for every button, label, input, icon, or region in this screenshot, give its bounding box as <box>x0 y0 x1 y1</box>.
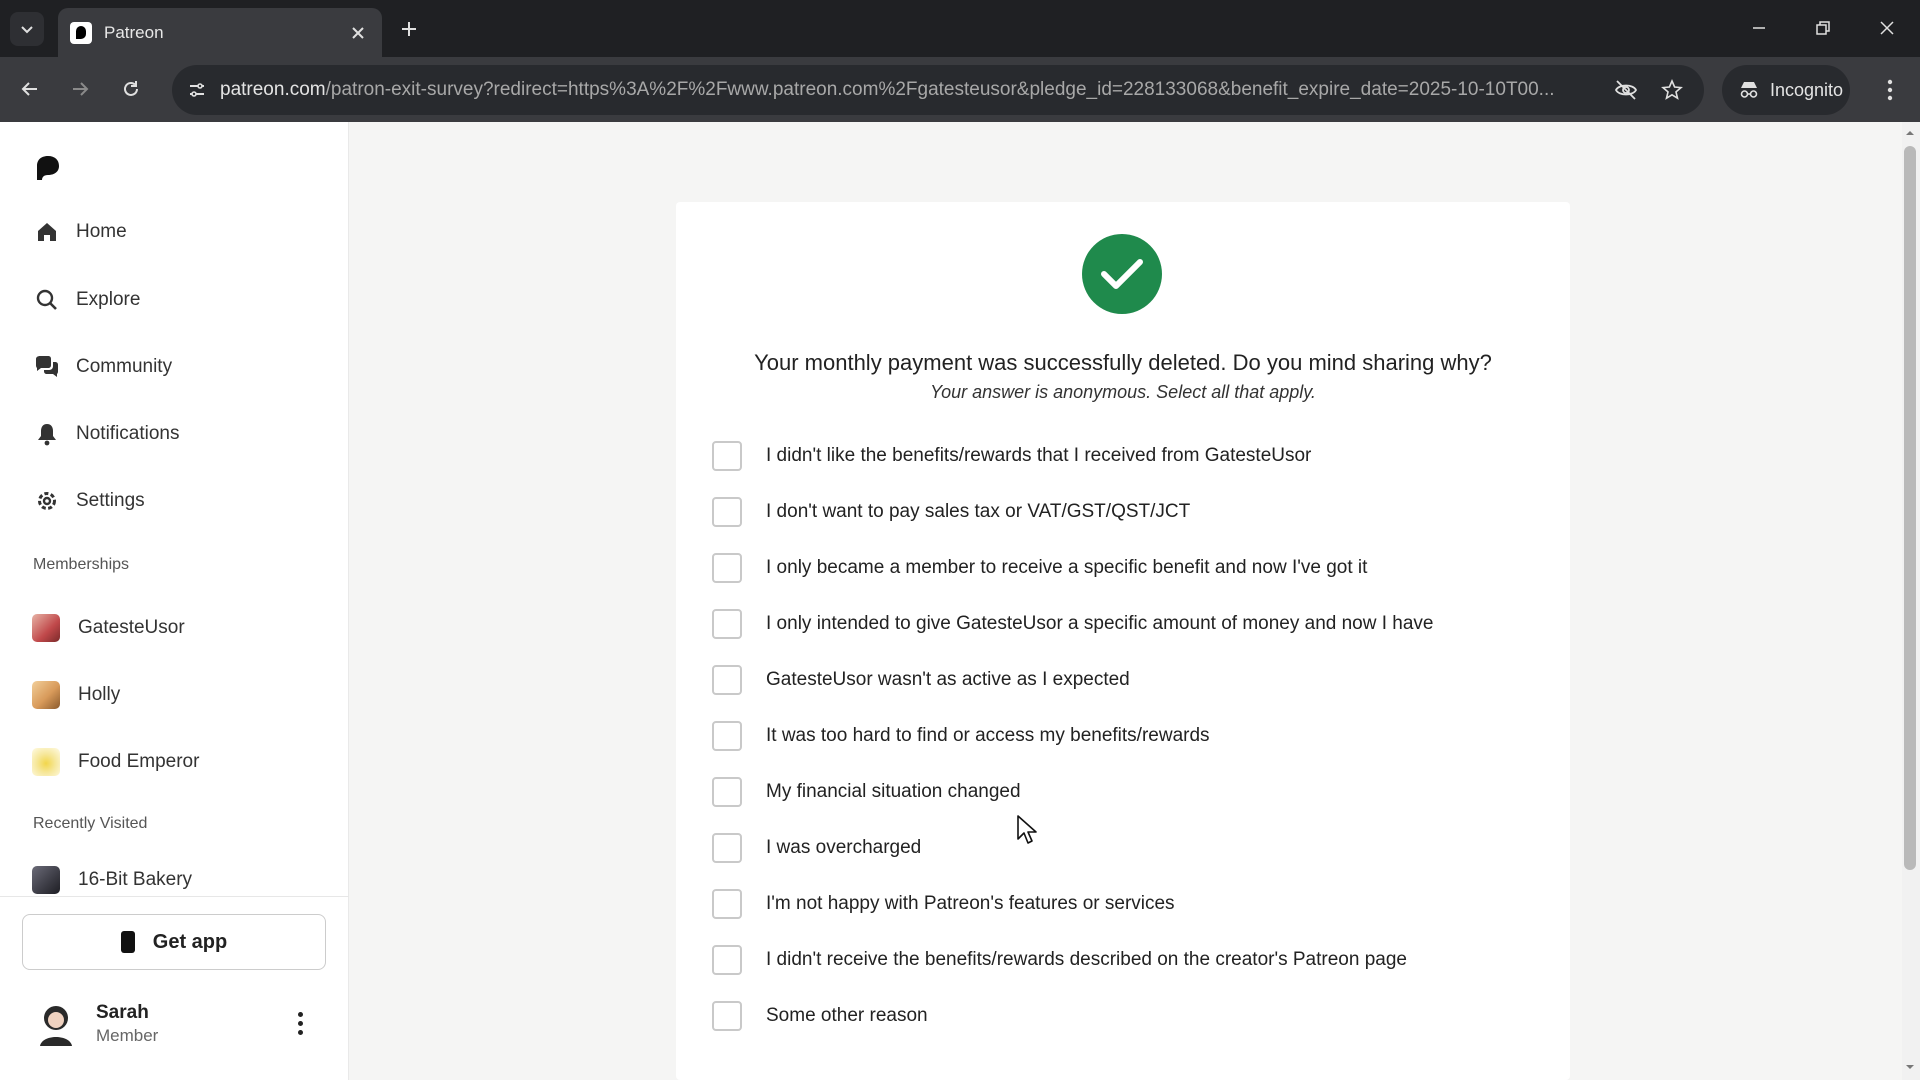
tracking-protection-button[interactable] <box>1610 74 1642 106</box>
checkbox[interactable] <box>712 777 742 807</box>
site-info-button[interactable] <box>180 73 214 107</box>
plus-icon <box>400 20 418 38</box>
membership-label: GatesteUsor <box>78 617 185 638</box>
eye-off-icon <box>1614 78 1638 102</box>
reload-button[interactable] <box>112 70 150 108</box>
home-icon <box>32 217 62 247</box>
sidebar-item-label: Notifications <box>76 423 180 444</box>
phone-icon <box>121 931 135 953</box>
site-info-icon <box>187 80 207 100</box>
chevron-down-icon <box>19 21 35 37</box>
checkbox[interactable] <box>712 1001 742 1031</box>
profile-role: Member <box>96 1026 159 1045</box>
survey-option-sales-tax[interactable] <box>712 492 1532 532</box>
patreon-favicon-icon <box>70 22 92 44</box>
tab-patreon[interactable] <box>58 8 382 57</box>
checkbox[interactable] <box>712 721 742 751</box>
profile-more-button[interactable] <box>288 1008 312 1038</box>
get-app-button[interactable] <box>22 914 326 970</box>
sidebar-divider <box>0 896 349 897</box>
incognito-badge[interactable] <box>1722 65 1850 115</box>
minimize-icon <box>1751 20 1767 36</box>
profile-menu[interactable] <box>36 996 336 1062</box>
reload-icon <box>121 79 141 99</box>
bell-icon <box>32 419 62 449</box>
membership-label: Holly <box>78 684 121 705</box>
gear-icon <box>32 486 62 516</box>
survey-option-not-active[interactable] <box>712 660 1532 700</box>
option-label: I'm not happy with Patreon's features or services <box>766 893 1175 914</box>
survey-option-specific-amount[interactable] <box>712 604 1532 644</box>
restore-button[interactable] <box>1798 8 1848 48</box>
option-label: I only became a member to receive a specific benefit and now I've got it <box>766 557 1368 578</box>
option-label: I didn't receive the benefits/rewards described on the creator's Patreon page <box>766 949 1407 970</box>
option-label: I was overcharged <box>766 837 922 858</box>
close-window-button[interactable] <box>1862 8 1912 48</box>
survey-option-overcharged[interactable] <box>712 828 1532 868</box>
scrollbar-thumb[interactable] <box>1904 146 1916 870</box>
option-label: I don't want to pay sales tax or VAT/GST/QST/JCT <box>766 501 1191 522</box>
checkbox[interactable] <box>712 833 742 863</box>
survey-option-hard-to-access[interactable] <box>712 716 1532 756</box>
sidebar-item-label: Community <box>76 356 173 377</box>
get-app-label: Get app <box>152 930 228 953</box>
sidebar <box>0 122 349 1080</box>
checkbox[interactable] <box>712 665 742 695</box>
survey-headline: Your monthly payment was successfully deleted. Do you mind sharing why? <box>754 350 1492 375</box>
back-icon <box>20 79 40 99</box>
sidebar-item-home[interactable] <box>32 210 332 254</box>
recent-label: 16-Bit Bakery <box>78 869 193 890</box>
checkbox[interactable] <box>712 497 742 527</box>
creator-avatar <box>32 681 60 709</box>
close-icon <box>351 26 365 40</box>
membership-item-food-emperor[interactable] <box>32 740 332 784</box>
creator-avatar <box>32 614 60 642</box>
checkbox[interactable] <box>712 441 742 471</box>
tab-list-button[interactable] <box>10 12 44 46</box>
forward-button[interactable] <box>61 70 99 108</box>
search-icon <box>32 285 62 315</box>
option-label: My financial situation changed <box>766 781 1021 802</box>
url-path: /patron-exit-survey?redirect=https%3A%2F%2Fwww.patreon.com%2Fgatesteusor&pledge_id=228133068&benefit_expire_date=2025-10-10T00... <box>325 79 1555 100</box>
survey-subline: Your answer is anonymous. Select all that apply. <box>930 382 1316 402</box>
forward-icon <box>70 79 90 99</box>
avatar <box>36 1002 76 1046</box>
incognito-label: Incognito <box>1770 79 1844 100</box>
creator-avatar <box>32 866 60 894</box>
browser-menu-button[interactable] <box>1872 72 1908 108</box>
scroll-up-icon[interactable] <box>1905 128 1915 138</box>
back-button[interactable] <box>11 70 49 108</box>
survey-option-benefits-dislike[interactable] <box>712 436 1532 476</box>
sidebar-item-explore[interactable] <box>32 278 332 322</box>
url-text <box>220 79 1592 101</box>
membership-item-gatesteusor[interactable] <box>32 606 332 650</box>
sidebar-item-community[interactable] <box>32 345 332 389</box>
browser-tabstrip <box>0 0 1920 57</box>
survey-option-other-reason[interactable] <box>712 996 1532 1036</box>
option-label: I only intended to give GatesteUsor a specific amount of money and now I have <box>766 613 1434 634</box>
recent-item-16-bit-bakery[interactable] <box>32 864 332 896</box>
new-tab-button[interactable] <box>392 12 426 46</box>
checkbox[interactable] <box>712 609 742 639</box>
survey-option-financial-situation[interactable] <box>712 772 1532 812</box>
more-vert-icon <box>1887 79 1893 101</box>
star-icon <box>1661 79 1683 101</box>
membership-label: Food Emperor <box>78 751 200 772</box>
creator-avatar <box>32 748 60 776</box>
sidebar-item-label: Settings <box>76 490 145 511</box>
tab-close-button[interactable] <box>344 19 372 47</box>
patreon-logo-icon[interactable] <box>34 154 62 182</box>
restore-icon <box>1815 20 1831 36</box>
close-window-icon <box>1879 20 1895 36</box>
recently-visited-heading: Recently Visited <box>33 815 148 832</box>
address-bar[interactable] <box>172 65 1704 115</box>
survey-option-patreon-features[interactable] <box>712 884 1532 924</box>
memberships-heading: Memberships <box>33 556 130 573</box>
incognito-icon <box>1738 80 1760 100</box>
checkbox[interactable] <box>712 889 742 919</box>
checkbox[interactable] <box>712 553 742 583</box>
sidebar-item-settings[interactable] <box>32 479 332 523</box>
bookmark-button[interactable] <box>1656 74 1688 106</box>
browser-toolbar <box>0 57 1920 122</box>
sidebar-item-label: Explore <box>76 289 141 310</box>
exit-survey-card <box>676 202 1570 1080</box>
profile-name: Sarah <box>96 1002 149 1023</box>
survey-option-specific-benefit[interactable] <box>712 548 1532 588</box>
minimize-button[interactable] <box>1734 8 1784 48</box>
checkbox[interactable] <box>712 945 742 975</box>
option-label: Some other reason <box>766 1005 928 1026</box>
tab-title: Patreon <box>104 22 164 42</box>
option-label: I didn't like the benefits/rewards that I received from GatesteUsor <box>766 445 1312 466</box>
url-host: patreon.com <box>220 79 326 100</box>
scroll-down-icon[interactable] <box>1905 1062 1915 1072</box>
sidebar-item-notifications[interactable] <box>32 412 332 456</box>
option-label: It was too hard to find or access my benefits/rewards <box>766 725 1210 746</box>
option-label: GatesteUsor wasn't as active as I expected <box>766 669 1130 690</box>
success-checkmark-icon <box>1082 234 1162 314</box>
chat-icon <box>32 352 62 382</box>
membership-item-holly[interactable] <box>32 673 332 717</box>
mouse-cursor-icon <box>1016 814 1038 846</box>
sidebar-item-label: Home <box>76 221 127 242</box>
survey-option-benefits-not-received[interactable] <box>712 940 1532 980</box>
